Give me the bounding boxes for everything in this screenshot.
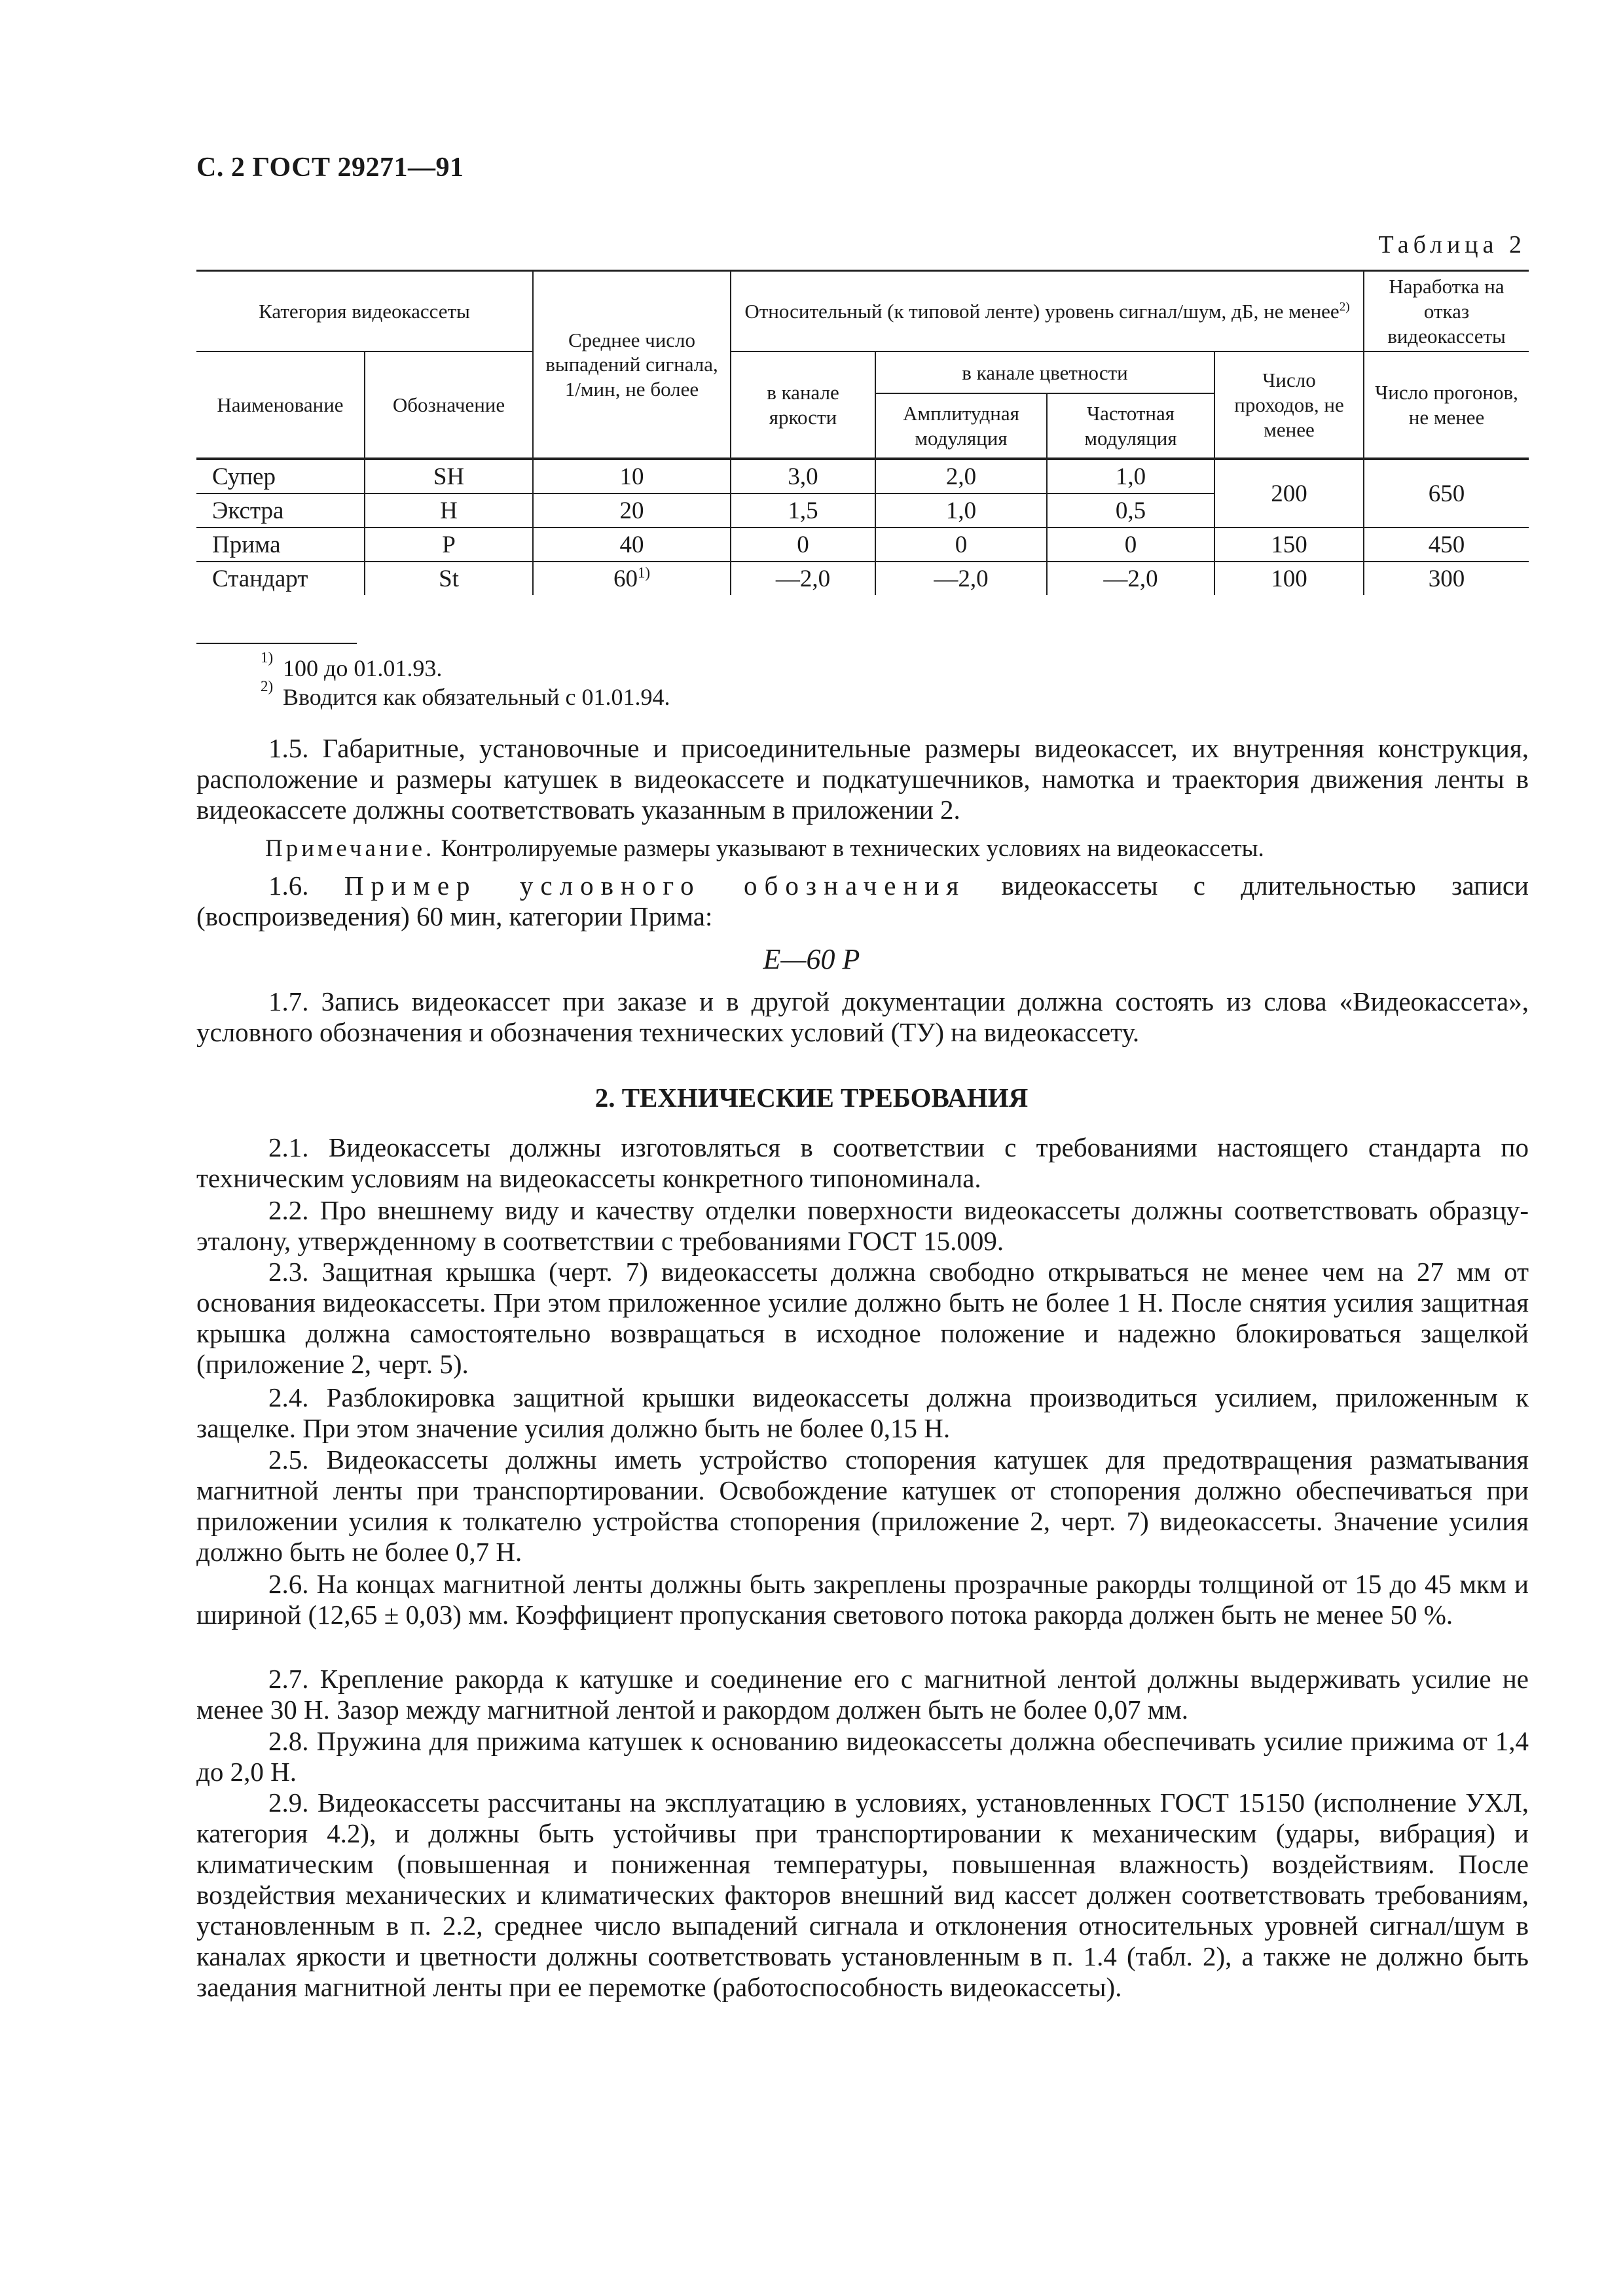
cell-luma: 3,0 bbox=[731, 459, 875, 493]
designation-example: E—60 P bbox=[763, 943, 860, 975]
footnote-text: 100 до 01.01.93. bbox=[283, 655, 443, 681]
th-chroma: в канале цветности bbox=[875, 351, 1214, 393]
cell-am: 2,0 bbox=[875, 459, 1047, 493]
paragraph-2-3: 2.3. Защитная крышка (черт. 7) видеокассеты должна свободно открываться не менее чем на 27 мм от основания видеокассеты. При этом приложенное усилие должно быть не более 1 Н. После снятия усилия защитная крышка должна самостоятельно возвращаться в исходное положение и надежно блокироваться защелкой (приложение 2, черт. 5). bbox=[196, 1257, 1529, 1379]
note-label: Примечание. bbox=[265, 835, 435, 862]
footnote-mark: 1) bbox=[261, 649, 274, 666]
th-name: Наименование bbox=[196, 351, 365, 459]
cell-am: 0 bbox=[875, 528, 1047, 562]
paragraph-2-6: 2.6. На концах магнитной ленты должны быть закреплены прозрачные ракорды толщиной от 15 до 45 мкм и шириной (12,65 ± 0,03) мм. Коэффициент пропускания светового потока ракорда должен быть не менее 50 %. bbox=[196, 1569, 1529, 1630]
paragraph-2-9: 2.9. Видеокассеты рассчитаны на эксплуатацию в условиях, установленных ГОСТ 15150 (исполнение УХЛ, категория 4.2), и должны быть устойчивы при транспортировании к механическим (удары, вибрация) и климатическим (повышенная и пониженная температуры, повышенная влажность) воздействиям. После воздействия механических и климатических факторов внешний вид кассет должен соответствовать требованиям, установленным в п. 2.2, среднее число выпадений сигнала и отклонения относительных уровней сигнал/шум в каналах яркости и цветности должны соответствовать установленным в п. 1.4 (табл. 2), а также не должно быть заедания магнитной ленты при ее перемотке (работоспособность видеокассеты). bbox=[196, 1787, 1529, 2002]
th-snr-footnote-mark: 2) bbox=[1339, 300, 1350, 314]
page-header: С. 2 ГОСТ 29271—91 bbox=[196, 152, 464, 183]
paragraph-2-7: 2.7. Крепление ракорда к катушке и соединение его с магнитной лентой должны выдерживать усилие не менее 30 Н. Зазор между магнитной лентой и ракордом должен быть не более 0,07 мм. bbox=[196, 1664, 1529, 1725]
th-passes: Число проходов, не менее bbox=[1214, 351, 1364, 459]
th-fm: Частотная модуляция bbox=[1047, 393, 1214, 459]
cell-runs-merged: 650 bbox=[1364, 459, 1529, 528]
cell-fm: 0 bbox=[1047, 528, 1214, 562]
cell-code: P bbox=[365, 528, 533, 562]
paragraph-2-1: 2.1. Видеокассеты должны изготовляться в соответствии с требованиями настоящего стандарта по техническим условиям на видеокассеты конкретного типономинала. bbox=[196, 1132, 1529, 1193]
cell-am: 1,0 bbox=[875, 493, 1047, 528]
paragraph-2-2: 2.2. Про внешнему виду и качеству отделки поверхности видеокассеты должны соответствовать образцу-эталону, утвержденному в соответствии с требованиями ГОСТ 15.009. bbox=[196, 1195, 1529, 1256]
cell-name: Экстра bbox=[196, 493, 365, 528]
cell-dropouts: 20 bbox=[533, 493, 731, 528]
paragraph-1-7: 1.7. Запись видеокассет при заказе и в другой документации должна состоять из слова «Видеокассета», условного обозначения и обозначения технических условий (ТУ) на видеокассету. bbox=[196, 986, 1529, 1047]
cell-name: Стандарт bbox=[196, 562, 365, 595]
footnote-2 bbox=[261, 678, 670, 711]
cell-dropouts: 10 bbox=[533, 459, 731, 493]
th-designation: Обозначение bbox=[365, 351, 533, 459]
footnote-divider bbox=[196, 643, 357, 644]
cell-code: H bbox=[365, 493, 533, 528]
th-runs: Число прогонов, не менее bbox=[1364, 351, 1529, 459]
section-title: 2. ТЕХНИЧЕСКИЕ ТРЕБОВАНИЯ bbox=[594, 1083, 1029, 1113]
cell-fm: 0,5 bbox=[1047, 493, 1214, 528]
cell-passes-merged: 200 bbox=[1214, 459, 1364, 528]
requirements-table bbox=[196, 270, 1529, 595]
cell-luma: 0 bbox=[731, 528, 875, 562]
footnote-mark: 2) bbox=[261, 678, 274, 694]
footnote-text: Вводится как обязательный с 01.01.94. bbox=[283, 684, 670, 710]
cell-dropouts-value: 60 bbox=[613, 565, 638, 592]
th-luma: в канале яркости bbox=[731, 351, 875, 459]
cell-luma: 1,5 bbox=[731, 493, 875, 528]
note bbox=[265, 834, 1264, 863]
cell-runs: 450 bbox=[1364, 528, 1529, 562]
cell-fm: 1,0 bbox=[1047, 459, 1214, 493]
cell-footnote-mark: 1) bbox=[637, 564, 651, 581]
cell-passes: 100 bbox=[1214, 562, 1364, 595]
th-mtbf: Наработка на отказ видеокассеты bbox=[1364, 271, 1529, 352]
p1-6-spaced-term: Пример условного обозначения bbox=[344, 870, 966, 901]
table-row bbox=[196, 562, 1529, 595]
cell-luma: —2,0 bbox=[731, 562, 875, 595]
footnote-1 bbox=[261, 649, 443, 682]
th-snr-text: Относительный (к типовой ленте) уровень сигнал/шум, дБ, не менее bbox=[744, 299, 1340, 323]
th-snr bbox=[731, 271, 1364, 352]
th-category: Категория видеокассеты bbox=[196, 271, 533, 352]
cell-runs: 300 bbox=[1364, 562, 1529, 595]
table-caption: Таблица 2 bbox=[1378, 231, 1526, 259]
table-row bbox=[196, 528, 1529, 562]
paragraph-2-5: 2.5. Видеокассеты должны иметь устройство стопорения катушек для предотвращения разматывания магнитной ленты при транспортировании. Освобождение катушек от стопорения должно обеспечиваться при приложении усилия к толкателю устройства стопорения (приложение 2, черт. 7) видеокассеты. Значение усилия должно быть не более 0,7 Н. bbox=[196, 1444, 1529, 1567]
p1-6-number: 1.6. bbox=[268, 870, 344, 901]
paragraph-1-5: 1.5. Габаритные, установочные и присоединительные размеры видеокассет, их внутренняя конструкция, расположение и размеры катушек в видеокассете и подкатушечников, намотка и траектория движения ленты в видеокассете должны соответствовать указанным в приложении 2. bbox=[196, 733, 1529, 825]
cell-dropouts: 40 bbox=[533, 528, 731, 562]
cell-name: Супер bbox=[196, 459, 365, 493]
paragraph-2-8: 2.8. Пружина для прижима катушек к основанию видеокассеты должна обеспечивать усилие прижима от 1,4 до 2,0 Н. bbox=[196, 1726, 1529, 1787]
cell-name: Прима bbox=[196, 528, 365, 562]
table-2 bbox=[196, 270, 1529, 623]
cell-fm: —2,0 bbox=[1047, 562, 1214, 595]
paragraph-1-6 bbox=[196, 870, 1529, 932]
cell-code: St bbox=[365, 562, 533, 595]
note-text: Контролируемые размеры указывают в технических условиях на видеокассеты. bbox=[435, 835, 1264, 862]
cell-dropouts bbox=[533, 562, 731, 595]
cell-code: SH bbox=[365, 459, 533, 493]
th-dropouts: Среднее число выпадений сигнала, 1/мин, не более bbox=[533, 271, 731, 459]
cell-passes: 150 bbox=[1214, 528, 1364, 562]
table-row bbox=[196, 459, 1529, 493]
cell-am: —2,0 bbox=[875, 562, 1047, 595]
paragraph-2-4: 2.4. Разблокировка защитной крышки видеокассеты должна производиться усилием, приложенным к защелке. При этом значение усилия должно быть не более 0,15 Н. bbox=[196, 1382, 1529, 1443]
th-am: Амплитудная модуляция bbox=[875, 393, 1047, 459]
p1-6-text: видеокассеты с длительностью записи (воспроизведения) 60 мин, категории Прима: bbox=[196, 870, 1529, 931]
